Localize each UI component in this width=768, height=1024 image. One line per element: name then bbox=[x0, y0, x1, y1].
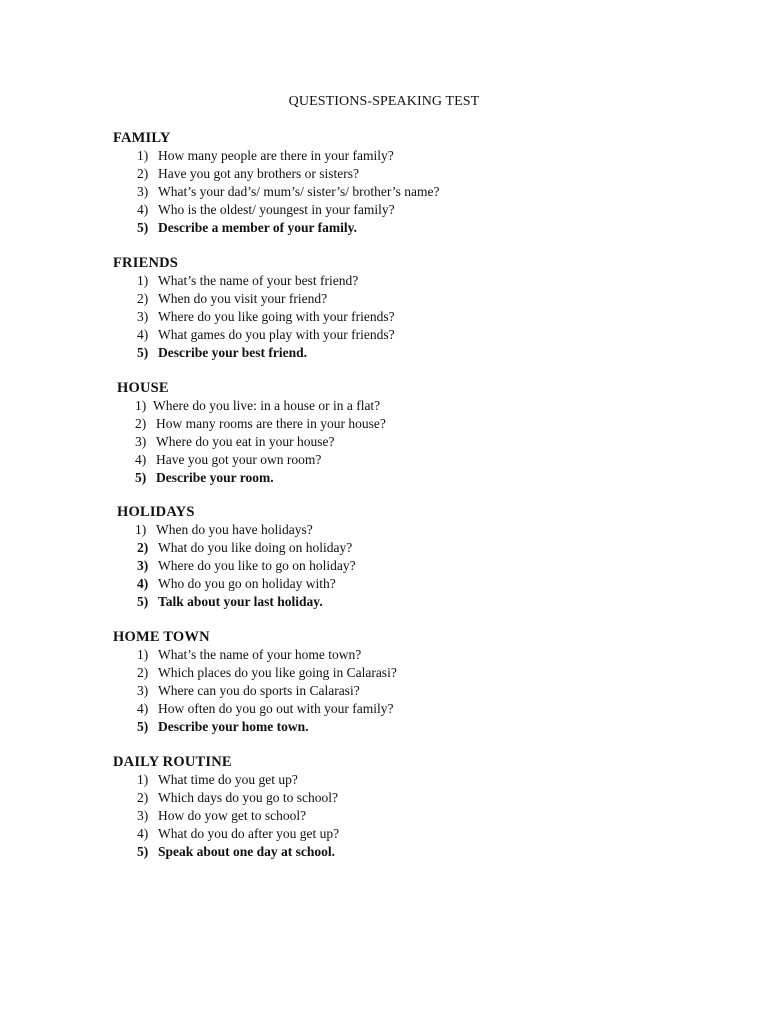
question-text: Describe your home town. bbox=[158, 719, 309, 734]
question-item bbox=[113, 219, 673, 237]
question-number: 5) bbox=[137, 220, 149, 235]
question-item bbox=[113, 326, 673, 344]
section-house bbox=[113, 379, 673, 487]
question-number: 2) bbox=[137, 540, 149, 555]
question-text: Describe your best friend. bbox=[158, 345, 307, 360]
question-item bbox=[113, 308, 673, 326]
question-item bbox=[113, 415, 673, 433]
question-text: How many people are there in your family? bbox=[158, 148, 394, 163]
question-number: 3) bbox=[137, 683, 149, 698]
question-number: 4) bbox=[137, 576, 149, 591]
question-number: 5) bbox=[137, 719, 149, 734]
question-text: What’s the name of your best friend? bbox=[158, 273, 359, 288]
question-item bbox=[113, 469, 673, 487]
question-text: What’s the name of your home town? bbox=[158, 647, 362, 662]
question-number: 1) bbox=[135, 398, 147, 413]
question-item bbox=[113, 807, 673, 825]
question-text: What’s your dad’s/ mum’s/ sister’s/ brother’s name? bbox=[158, 184, 440, 199]
question-number: 1) bbox=[137, 772, 149, 787]
page-title: QUESTIONS-SPEAKING TEST bbox=[288, 94, 480, 109]
section-heading: FAMILY bbox=[113, 130, 171, 146]
question-item bbox=[113, 290, 673, 308]
question-text: When do you have holidays? bbox=[156, 522, 313, 537]
question-number: 2) bbox=[137, 665, 149, 680]
section-friends bbox=[113, 254, 673, 362]
question-number: 2) bbox=[137, 291, 149, 306]
question-number: 1) bbox=[135, 522, 147, 537]
question-number: 2) bbox=[137, 166, 149, 181]
question-text: What games do you play with your friends? bbox=[158, 327, 395, 342]
question-item bbox=[113, 646, 673, 664]
question-item bbox=[113, 433, 673, 451]
question-item bbox=[113, 183, 673, 201]
section-daily-routine bbox=[113, 753, 673, 861]
question-number: 1) bbox=[137, 273, 149, 288]
question-text: How do yow get to school? bbox=[158, 808, 307, 823]
question-text: What do you do after you get up? bbox=[158, 826, 340, 841]
question-item bbox=[113, 147, 673, 165]
question-number: 2) bbox=[137, 790, 149, 805]
question-item bbox=[113, 682, 673, 700]
question-number: 3) bbox=[137, 309, 149, 324]
question-number: 4) bbox=[135, 452, 147, 467]
question-text: When do you visit your friend? bbox=[158, 291, 328, 306]
question-text: Describe your room. bbox=[156, 470, 274, 485]
question-item bbox=[113, 344, 673, 362]
question-number: 5) bbox=[137, 844, 149, 859]
section-heading: HOLIDAYS bbox=[117, 504, 195, 520]
question-number: 3) bbox=[137, 558, 149, 573]
question-text: Where do you like to go on holiday? bbox=[158, 558, 356, 573]
question-number: 5) bbox=[137, 594, 149, 609]
question-text: Which days do you go to school? bbox=[158, 790, 338, 805]
question-text: Have you got your own room? bbox=[156, 452, 322, 467]
question-item bbox=[113, 165, 673, 183]
question-number: 4) bbox=[137, 826, 149, 841]
question-item bbox=[113, 539, 673, 557]
question-number: 5) bbox=[135, 470, 147, 485]
question-item bbox=[113, 593, 673, 611]
question-number: 2) bbox=[135, 416, 147, 431]
question-item bbox=[113, 825, 673, 843]
question-text: Where can you do sports in Calarasi? bbox=[158, 683, 360, 698]
question-number: 4) bbox=[137, 202, 149, 217]
question-text: Who do you go on holiday with? bbox=[158, 576, 336, 591]
question-text: Where do you eat in your house? bbox=[156, 434, 335, 449]
question-text: What do you like doing on holiday? bbox=[158, 540, 353, 555]
question-text: Describe a member of your family. bbox=[158, 220, 357, 235]
question-item bbox=[113, 771, 673, 789]
section-heading: FRIENDS bbox=[113, 255, 179, 271]
question-text: How many rooms are there in your house? bbox=[156, 416, 386, 431]
question-item bbox=[113, 397, 673, 415]
question-item bbox=[113, 718, 673, 736]
question-text: Speak about one day at school. bbox=[158, 844, 336, 859]
question-number: 1) bbox=[137, 148, 149, 163]
question-text: Who is the oldest/ youngest in your family? bbox=[158, 202, 395, 217]
question-text: Which places do you like going in Calarasi? bbox=[158, 665, 397, 680]
section-holidays bbox=[113, 503, 673, 611]
question-item bbox=[113, 521, 673, 539]
question-text: Where do you live: in a house or in a flat? bbox=[153, 398, 381, 413]
question-text: Where do you like going with your friends? bbox=[158, 309, 395, 324]
question-number: 4) bbox=[137, 327, 149, 342]
question-number: 4) bbox=[137, 701, 149, 716]
question-item bbox=[113, 843, 673, 861]
question-item bbox=[113, 575, 673, 593]
question-number: 5) bbox=[137, 345, 149, 360]
question-item bbox=[113, 201, 673, 219]
question-text: What time do you get up? bbox=[158, 772, 298, 787]
question-text: How often do you go out with your family? bbox=[158, 701, 394, 716]
section-family bbox=[113, 129, 673, 237]
question-item bbox=[113, 451, 673, 469]
question-number: 3) bbox=[135, 434, 147, 449]
section-home-town bbox=[113, 628, 673, 736]
section-heading: HOME TOWN bbox=[113, 629, 210, 645]
question-number: 1) bbox=[137, 647, 149, 662]
question-item bbox=[113, 272, 673, 290]
question-item bbox=[113, 557, 673, 575]
question-number: 3) bbox=[137, 808, 149, 823]
question-number: 3) bbox=[137, 184, 149, 199]
question-text: Talk about your last holiday. bbox=[158, 594, 323, 609]
question-item bbox=[113, 789, 673, 807]
question-item bbox=[113, 664, 673, 682]
question-text: Have you got any brothers or sisters? bbox=[158, 166, 359, 181]
question-item bbox=[113, 700, 673, 718]
section-heading: DAILY ROUTINE bbox=[113, 754, 232, 770]
section-heading: HOUSE bbox=[117, 380, 169, 396]
